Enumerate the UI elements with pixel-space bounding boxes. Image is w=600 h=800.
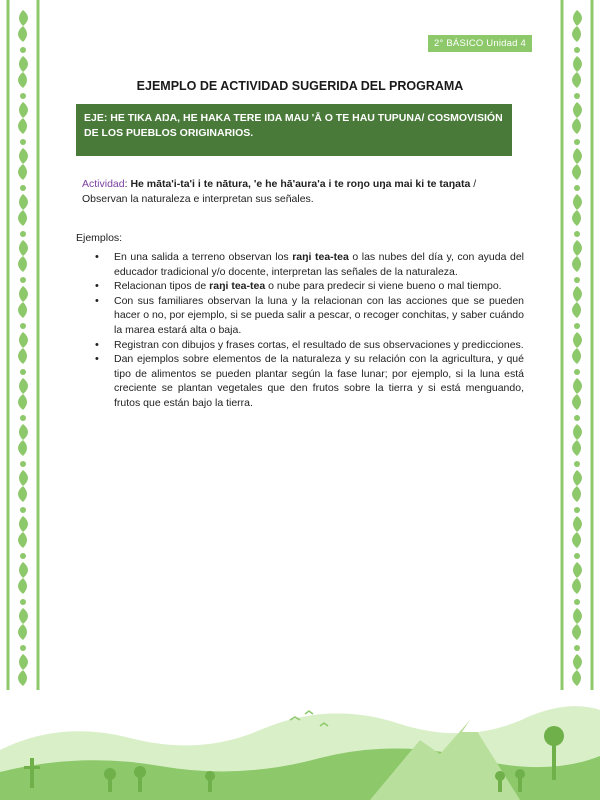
- left-border-pattern: [0, 0, 46, 690]
- list-item-text: o nube para predecir si viene bueno o mal tiempo.: [265, 280, 502, 293]
- page-title: EJEMPLO DE ACTIVIDAD SUGERIDA DEL PROGRAMA: [136, 79, 464, 93]
- border-dot: [574, 323, 580, 329]
- border-dot: [20, 231, 26, 237]
- list-item: [92, 338, 524, 353]
- border-dot: [574, 415, 580, 421]
- right-border-pattern: [554, 0, 600, 690]
- border-dot: [20, 369, 26, 375]
- border-dot: [574, 461, 580, 467]
- border-dot: [574, 369, 580, 375]
- landscape-graphic: [0, 680, 600, 800]
- actividad-native-text: He māta'i-ta'i i te nātura, 'e he hā'aura'a i te roŋo uŋa mai ki te taŋata: [130, 178, 471, 190]
- border-dot: [20, 185, 26, 191]
- border-dot: [20, 415, 26, 421]
- eje-text: EJE: HE TIKA AŊA, HE HAKA TERE IŊA MAU 'Ā O TE HAU TUPUNA/ COSMOVISIÓN DE LOS PUEBLOS ORIGINARIOS.: [84, 112, 503, 139]
- border-dot: [574, 185, 580, 191]
- list-item-text: Relacionan tipos de: [114, 280, 210, 293]
- border-dot: [574, 553, 580, 559]
- eje-box: [76, 104, 512, 156]
- border-dot: [574, 93, 580, 99]
- border-dot: [20, 507, 26, 513]
- bottom-landscape-illustration: [0, 680, 600, 800]
- grade-unit-text: 2° BÁSICO Unidad 4: [434, 38, 526, 49]
- border-dot: [574, 645, 580, 651]
- border-dot: [20, 553, 26, 559]
- border-dot: [20, 599, 26, 605]
- list-item-text: En una salida a terreno observan los: [114, 251, 293, 263]
- list-item: [92, 279, 524, 294]
- border-dot: [20, 139, 26, 145]
- ejemplos-heading: Ejemplos:: [76, 232, 123, 244]
- actividad-spanish-text: / Observan la naturaleza e interpretan sus señales.: [82, 178, 477, 205]
- ejemplos-list: [92, 250, 524, 411]
- grade-unit-badge: [428, 35, 532, 52]
- border-dot: [574, 599, 580, 605]
- left-decorative-border: [0, 0, 46, 690]
- border-dot: [20, 277, 26, 283]
- border-dot: [574, 231, 580, 237]
- border-dot: [574, 47, 580, 53]
- list-item: [92, 294, 524, 338]
- border-dot: [20, 461, 26, 467]
- border-dot: [20, 47, 26, 53]
- border-dot: [574, 139, 580, 145]
- border-dot: [20, 93, 26, 99]
- border-dot: [20, 645, 26, 651]
- actividad-paragraph: [82, 177, 522, 207]
- list-item: [92, 250, 524, 279]
- border-dot: [574, 507, 580, 513]
- list-item-bold: raŋi tea-tea: [292, 251, 349, 263]
- border-dot: [574, 277, 580, 283]
- list-item-text: Con sus familiares observan la luna y la relacionan con las acciones que se pueden hacer o no, por ejemplo, si se pueda salir a pescar, o recoger conchitas, y saber cuándo la marea estará alta o baja.: [114, 294, 524, 336]
- border-dot: [20, 323, 26, 329]
- list-item-text: Dan ejemplos sobre elementos de la naturaleza y su relación con la agricultura, y qué tipo de alimentos se pueden plantar según la fase lunar; por ejemplo, si la luna está creciente se plantan vegetales que den frutos sobre la tierra y si está menguando, frutos que están bajo la tierra.: [114, 353, 524, 409]
- actividad-label: Actividad: [82, 178, 125, 190]
- list-item-text: Registran con dibujos y frases cortas, el resultado de sus observaciones y predicciones.: [114, 338, 524, 351]
- right-decorative-border: [554, 0, 600, 690]
- actividad-separator: :: [124, 178, 131, 190]
- list-item: [92, 352, 524, 410]
- list-item-text: o las nubes del día y, con ayuda del educador tradicional y/o docente, interpretan las señales de la naturaleza.: [114, 251, 524, 278]
- list-item-bold: raŋi tea-tea: [209, 280, 266, 293]
